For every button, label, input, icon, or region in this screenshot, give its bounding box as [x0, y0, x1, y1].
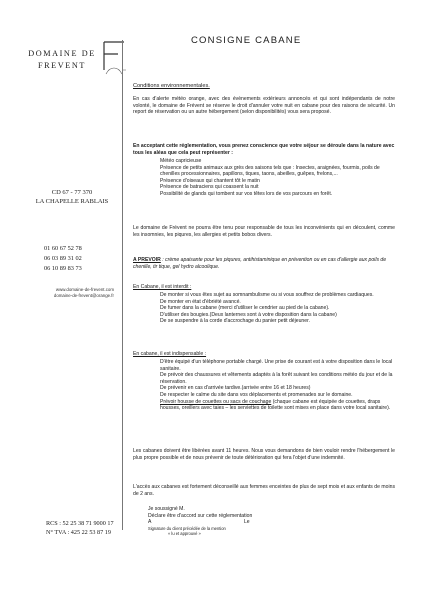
- signature-note2: « lu et approuvé »: [168, 530, 201, 536]
- signature-le: Le: [243, 519, 250, 526]
- list-item: [160, 399, 396, 412]
- signature-block: [148, 506, 348, 536]
- legal-info: [46, 519, 114, 537]
- list-item: Météo capricieuse: [160, 158, 202, 164]
- prevoir-label: A PREVOIR: [133, 257, 161, 263]
- acceptance-paragraph: En acceptant cette réglementation, vous prenez conscience que votre séjour se déroule dans la nature avec tous les aléas que cela peut représenter :: [133, 143, 395, 156]
- phone-number: 06 03 89 31 02: [44, 255, 82, 262]
- bedding-note-text: (chaque cabane est équipée de couettes, draps housses, oreillers avec taies – les serviettes de toilette sont mises en place dans votre local sanitaire).: [160, 398, 391, 412]
- conditions-heading: Conditions environnementales.: [133, 83, 210, 89]
- nature-risks-list: [160, 158, 396, 198]
- list-item: Présence de batraciens qui coassent la nuit: [160, 184, 259, 191]
- signature-line1: Je soussigné M.: [148, 506, 185, 512]
- list-item: Présence de petits animaux aux grès des saisons tels que : Insectes, araignées, fourmis, poils de chenilles processionnaires, papillons, tiques, taons, abeilles, guêpes, frelons,...: [160, 164, 380, 178]
- email-link[interactable]: domaine-de-frevent@orange.fr: [53, 293, 114, 298]
- column-divider: [122, 40, 123, 530]
- list-item: De fumer dans la cabane (merci d'utiliser le cendrier au pied de la cabane).: [160, 305, 330, 312]
- forbidden-heading: En Cabane, il est interdit :: [133, 284, 192, 290]
- left-sidebar: [0, 0, 120, 600]
- list-item: De monter si vous êtes sujet au somnambulisme ou si vous souffrez de problèmes cardiaques.: [160, 292, 374, 298]
- address-block: [32, 188, 112, 206]
- weather-paragraph: En cas d'alerte météo orange, avec des évènements extérieurs annoncés et qui sont indépendants de notre volonté, le domaine de Frévent se réserve le droit d'annuler votre nuit en cabane pour des raisons de sécurité. Un report de réservation ou un autre hébergement (selon disponibilités) vous sera proposé.: [133, 96, 395, 116]
- list-item: D'être équipé d'un téléphone portable chargé. Une prise de courant est à votre disposition dans le local sanitaire.: [160, 359, 393, 372]
- address-line1: CD 67 - 77 370: [51, 189, 93, 196]
- signature-line2: Déclare être d'accord sur cette réglementation: [148, 512, 253, 519]
- list-item: De prévoir des chaussures et vêtements adaptés à la forêt suivant les conditions météo du jour et de la réservation.: [160, 372, 393, 385]
- web-contacts: [14, 287, 114, 299]
- page-title: CONSIGNE CABANE: [191, 35, 302, 46]
- list-item: De prévenir en cas d'arrivée tardive.(arrivée entre 16 et 18 heures): [160, 385, 311, 392]
- bedding-note-underlined: Prévoir housse de couettes ou sacs de couchage: [160, 398, 272, 405]
- list-item: Présence d'oiseaux qui chantent tôt le matin: [160, 177, 260, 184]
- list-item: De se suspendre à la corde d'accrochage du panier petit déjeuner.: [160, 318, 310, 325]
- rcs-number: RCS : 52 25 38 71 9000 17: [46, 520, 114, 527]
- checkout-paragraph: Les cabanes doivent être libérées avant 11 heures. Nous vous demandons de bien vouloir rendre l'hébergement le plus propre possible et de nous prévenir de toute détérioration qui fera l'objet d'une indemnité.: [133, 448, 395, 461]
- prevoir-text: : crème apaisante pour les piqures, antihistaminique en prévention ou en cas d'allergie aux poils de chenille, tir tique, gel hydro alcoolique.: [133, 257, 387, 270]
- access-paragraph: L'accès aux cabanes est fortement déconseillé aux femmes enceintes de plus de sept mois et aux enfants de moins de 2 ans.: [133, 484, 395, 497]
- list-item: D'utiliser des bougies.(Deux lanternes sont à votre disposition dans la cabane): [160, 311, 337, 318]
- list-item: De respecter le calme du site dans vos déplacements et promenades sur le domaine.: [160, 391, 353, 398]
- phone-number: 01 60 67 52 78: [44, 245, 82, 252]
- address-line2: LA CHAPELLE RABLAIS: [35, 198, 109, 205]
- list-item: De monter en état d'ébriété avancé.: [160, 298, 241, 305]
- domaine-logo-icon: [100, 40, 128, 80]
- signature-a: A: [148, 519, 152, 526]
- forbidden-list: [160, 292, 396, 325]
- signature-note1: Signature du client précédée de la mention: [148, 525, 226, 531]
- list-item: Possibilité de glands qui tombent sur vos têtes lors de vos parcours en forêt.: [160, 190, 333, 197]
- prevoir-paragraph: [133, 257, 395, 270]
- brand-name: [22, 48, 102, 72]
- main-content: [133, 0, 401, 600]
- brand-line2: FREVENT: [37, 61, 87, 70]
- website-link[interactable]: www.domaine-de-frevent.com: [55, 287, 114, 292]
- liability-paragraph: Le domaine de Frévent ne pourra être tenu pour responsable de tous les inconvénients qui en découlent, comme les insomnies, les piqures, les allergies et petits bobos divers.: [133, 225, 395, 238]
- signature-place-date: [148, 519, 348, 526]
- phone-list: [44, 244, 82, 274]
- tva-number: N° TVA : 425 22 53 87 19: [46, 529, 111, 536]
- phone-number: 06 10 89 83 73: [44, 265, 82, 272]
- required-heading: En cabane, il est indispensable :: [133, 351, 207, 357]
- required-list: [160, 359, 396, 412]
- brand-line1: DOMAINE DE: [28, 49, 96, 58]
